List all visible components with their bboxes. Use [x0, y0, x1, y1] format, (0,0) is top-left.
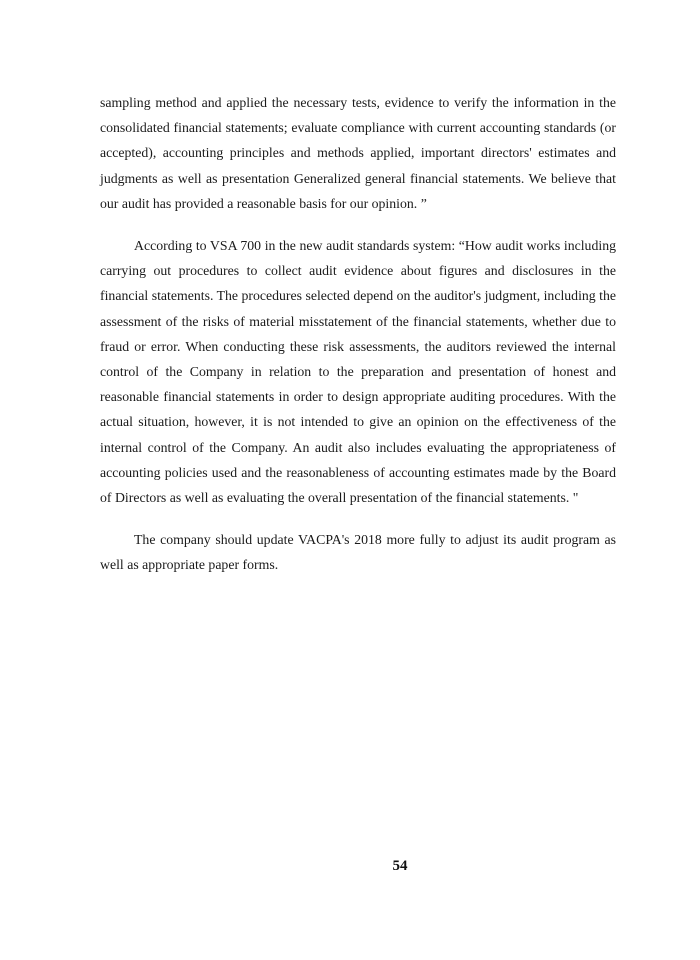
page-number: 54 — [392, 858, 408, 874]
paragraph-vsa-700: According to VSA 700 in the new audit standards system: “How audit works including carrying out procedures to collect audit evidence about figures and disclosures in the financial statements. The procedures selected depend on the auditor's judgment, including the assessment of the risks of material misstatement of the financial statements, whether due to fraud or error. When conducting these risk assessments, the auditors reviewed the internal control of the Company in relation to the preparation and presentation of honest and reasonable financial statements in order to design appropriate auditing procedures. With the actual situation, however, it is not intended to give an opinion on the effectiveness of the internal control of the Company. An audit also includes evaluating the appropriateness of accounting policies used and the reasonableness of accounting estimates made by the Board of Directors as well as evaluating the overall presentation of the financial statements. " — [100, 238, 617, 506]
paragraph-vacpa-update: The company should update VACPA's 2018 more fully to adjust its audit program as well as appropriate paper forms. — [100, 532, 616, 573]
paragraph-continuation: sampling method and applied the necessary tests, evidence to verify the information in the consolidated financial statements; evaluate compliance with current accounting standards (or accepted), accounting principles and methods applied, important directors' estimates and judgments as well as presentation Generalized general financial statements. We believe that our audit has provided a reasonable basis for our opinion. ” — [100, 95, 616, 211]
body-text — [100, 90, 616, 578]
